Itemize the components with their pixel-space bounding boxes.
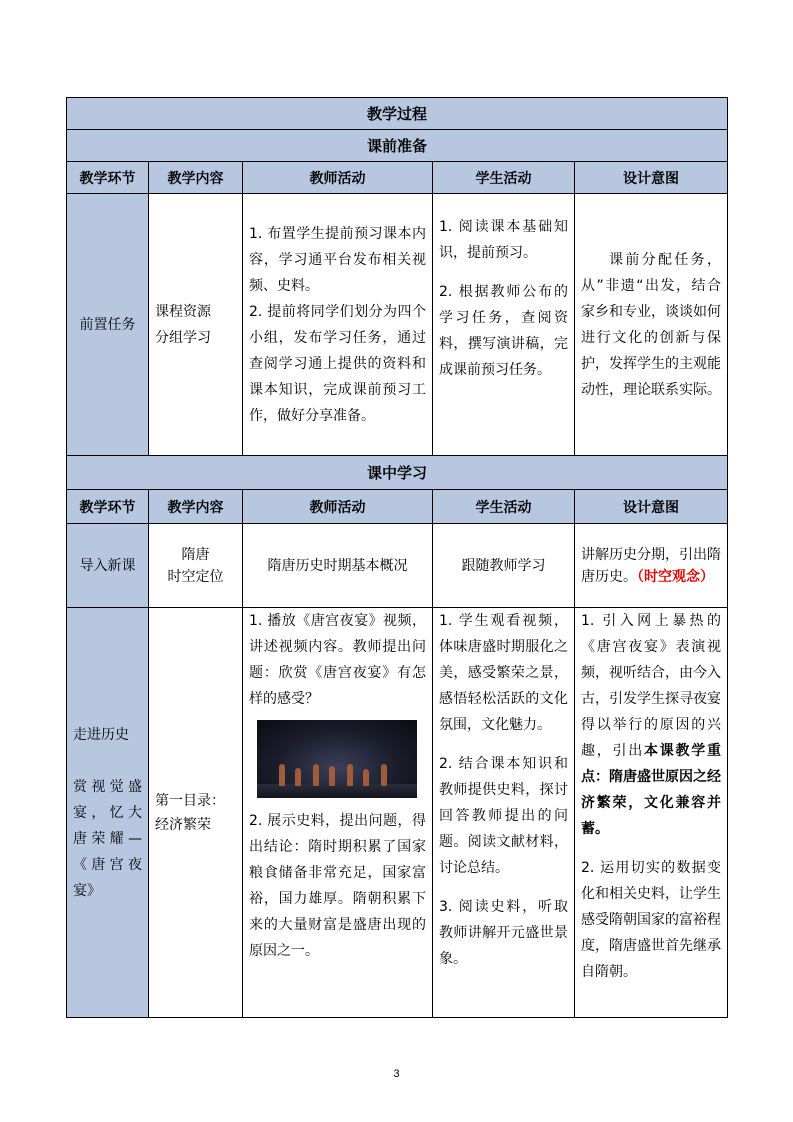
header-content: 教学内容	[149, 162, 243, 194]
student-cell: 跟随教师学习	[433, 524, 575, 608]
table-row	[67, 524, 728, 608]
table-row	[67, 194, 728, 456]
design-cell	[575, 524, 728, 608]
pre-class-title: 课前准备	[67, 130, 728, 162]
teacher-paragraph: 2. 展示史料，提出问题，得出结论：隋时期积累了国家粮食储备非常充足，国家富裕，国力雄厚。隋朝积累下来的大量财富是盛唐出现的原因之一。	[249, 813, 426, 959]
key-point: 本课教学重点：隋唐盛世原因之经济繁荣，文化兼容并蓄。	[581, 743, 721, 837]
teacher-paragraph: 1. 播放《唐宫夜宴》视频，讲述视频内容。教师提出问题：欣赏《唐宫夜宴》有怎样的感受？	[249, 613, 426, 707]
design-cell	[575, 608, 728, 1018]
design-paragraph: 1. 引入网上暴热的《唐宫夜宴》表演视频，视听结合，由今入古，引发学生探寻夜宴得以举行的原因的兴趣，引出本课教学重点：隋唐盛世原因之经济繁荣，文化兼容并蓄。	[581, 613, 721, 837]
stage-title: 走进历史	[73, 726, 129, 743]
student-paragraph: 1. 阅读课本基础知识，提前预习。	[439, 219, 568, 261]
header-design: 设计意图	[575, 162, 728, 194]
teacher-cell	[243, 194, 433, 456]
student-paragraph: 1. 学生观看视频，体味唐盛时期服化之美，感受繁荣之景，感悟轻松活跃的文化氛围，文化魅力。	[439, 613, 568, 733]
header-stage: 教学环节	[67, 162, 149, 194]
content-line: 隋唐	[181, 546, 210, 563]
design-cell	[575, 194, 728, 456]
student-paragraph: 2. 根据教师公布的学习任务，查阅资料，撰写演讲稿，完成课前预习任务。	[439, 284, 568, 378]
content-cell	[149, 524, 243, 608]
teaching-process-table	[66, 97, 728, 1018]
video-thumbnail-icon[interactable]	[257, 720, 417, 798]
student-paragraph: 3. 阅读史料，听取教师讲解开元盛世景象。	[439, 899, 568, 967]
stage-cell	[67, 608, 149, 1018]
header-student: 学生活动	[433, 162, 575, 194]
header-student: 学生活动	[433, 490, 575, 524]
teacher-paragraph: 2. 提前将同学们划分为四个小组，发布学习任务，通过查阅学习通上提供的资料和课本知识，完成课前预习工作，做好分享准备。	[249, 303, 426, 424]
content-line: 第一目录：	[155, 792, 225, 809]
content-line: 经济繁荣	[155, 816, 211, 833]
header-stage: 教学环节	[67, 490, 149, 524]
content-cell	[149, 608, 243, 1018]
student-cell	[433, 194, 575, 456]
header-design: 设计意图	[575, 490, 728, 524]
content-cell	[149, 194, 243, 456]
student-paragraph: 2. 结合课本知识和教师提供史料，探讨回答教师提出的问题。阅读文献材料，讨论总结。	[439, 756, 568, 876]
teacher-cell: 隋唐历史时期基本概况	[243, 524, 433, 608]
design-paragraph: 2. 运用切实的数据变化和相关史料，让学生感受隋朝国家的富裕程度，隋唐盛世首先继承自隋朝。	[581, 860, 721, 980]
table-row	[67, 608, 728, 1018]
header-teacher: 教师活动	[243, 490, 433, 524]
page-number: 3	[393, 1068, 400, 1080]
student-cell	[433, 608, 575, 1018]
stage-cell: 导入新课	[67, 524, 149, 608]
design-text: 讲解历史分期，引出隋唐历史。	[581, 546, 721, 585]
content-line: 时空定位	[167, 568, 224, 585]
section-title: 教学过程	[67, 98, 728, 130]
design-paragraph: 课前分配任务，从”非遗“出发，结合家乡和专业，谈谈如何进行文化的创新与保护，发挥学生的主观能动性，理论联系实际。	[581, 251, 721, 398]
core-literacy-tag: （时空观念）	[637, 568, 714, 585]
teacher-cell	[243, 608, 433, 1018]
teacher-paragraph: 1. 布置学生提前预习课本内容，学习通平台发布相关视频、史料。	[249, 225, 426, 294]
stage-cell: 前置任务	[67, 194, 149, 456]
content-line: 分组学习	[155, 329, 211, 346]
header-teacher: 教师活动	[243, 162, 433, 194]
header-content: 教学内容	[149, 490, 243, 524]
content-line: 课程资源	[155, 303, 211, 320]
stage-subtitle: 赏视觉盛宴，忆大唐荣耀—《唐宫夜宴》	[73, 778, 142, 899]
in-class-title: 课中学习	[67, 456, 728, 490]
